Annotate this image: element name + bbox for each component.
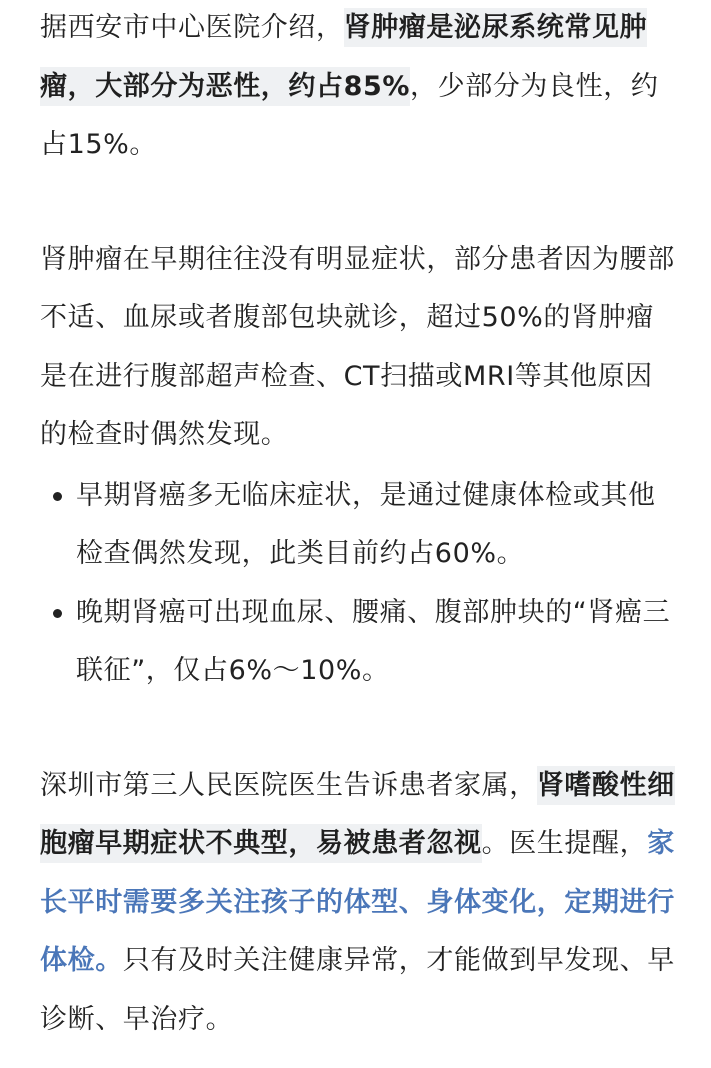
paragraph-early-symptoms: 肾肿瘤在早期往往没有明显症状，部分患者因为腰部不适、血尿或者腹部包块就诊，超过50%的肾肿瘤是在进行腹部超声检查、CT扫描或MRI等其他原因的检查时偶然发现。 (40, 243, 675, 450)
list-item (40, 584, 680, 701)
blue-emphasis-text: 家长平时需要多关注孩子的体型、身体变化，定期进行体检。 (40, 828, 675, 976)
highlighted-statement: 肾肿瘤是泌尿系统常见肿瘤，大部分为恶性，约占85% (40, 8, 647, 106)
paragraph-mid-text: 。医生提醒， (481, 828, 648, 859)
article-body (40, 0, 680, 1049)
paragraph-rest-text: 只有及时关注健康异常，才能做到早发现、早诊断、早治疗。 (40, 945, 675, 1035)
bullet-list (40, 467, 680, 701)
bullet-dot-icon (53, 492, 62, 501)
highlighted-statement: 肾嗜酸性细胞瘤早期症状不典型，易被患者忽视 (40, 766, 675, 864)
paragraph-rest-text: ，少部分为良性，约占15%。 (40, 70, 659, 160)
bullet-dot-icon (53, 609, 62, 618)
paragraph-doctor-advice (40, 757, 680, 1050)
paragraph-tumor-overview (40, 0, 680, 175)
list-item-text: 早期肾癌多无临床症状，是通过健康体检或其他检查偶然发现，此类目前约占60%。 (76, 479, 656, 569)
list-item (40, 467, 680, 584)
list-item-text: 晚期肾癌可出现血尿、腰痛、腹部肿块的“肾癌三联征”，仅占6%～10%。 (76, 596, 671, 686)
paragraph-intro-text: 据西安市中心医院介绍， (40, 12, 344, 43)
paragraph-intro-text: 深圳市第三人民医院医生告诉患者家属， (40, 769, 537, 801)
